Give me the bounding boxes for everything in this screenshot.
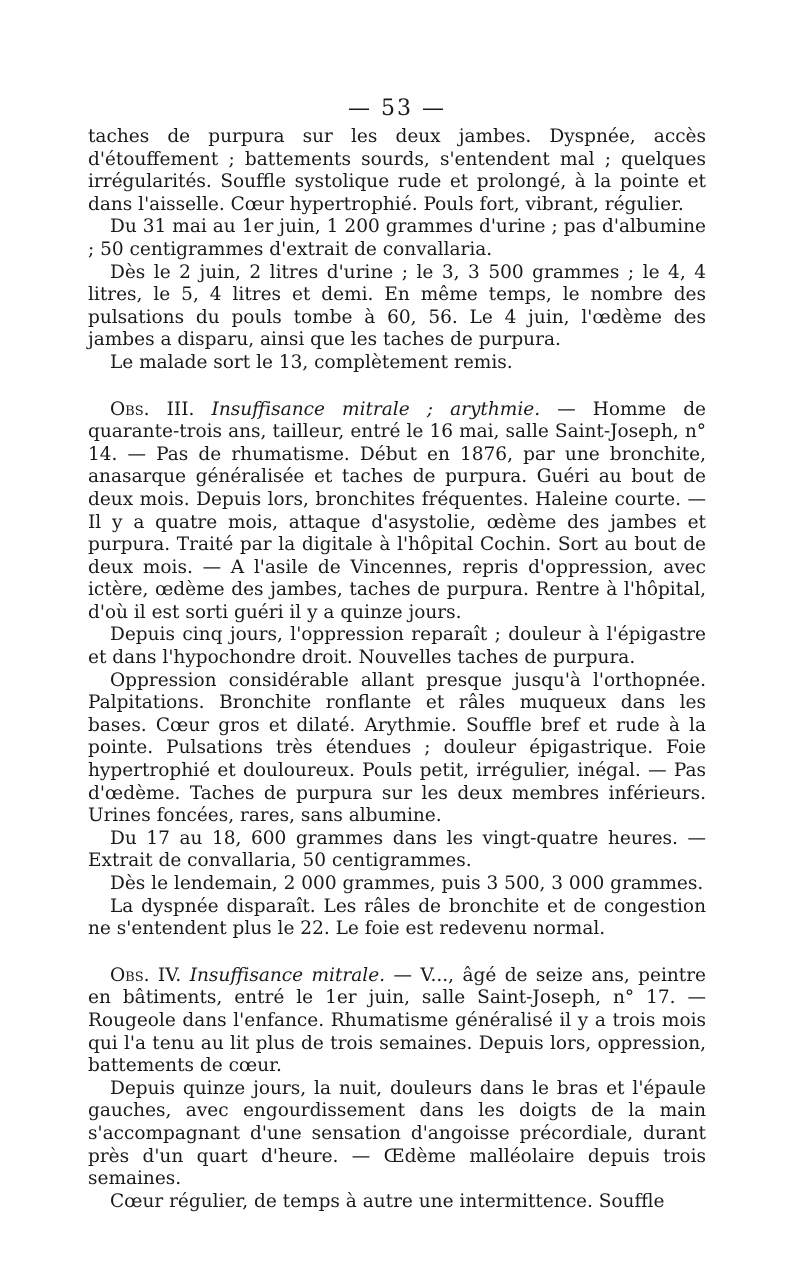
- observation-label: Obs. III.: [110, 398, 195, 420]
- paragraph: La dyspnée disparaît. Les râles de bronchite et de congestion ne s'entendent plus le 22. Le foie est redevenu normal.: [88, 895, 706, 940]
- paragraph: Du 17 au 18, 600 grammes dans les vingt-quatre heures. — Extrait de convallaria, 50 centigrammes.: [88, 827, 706, 872]
- observation-label: Obs. IV.: [110, 964, 182, 986]
- paragraph: Cœur régulier, de temps à autre une intermittence. Souffle: [110, 1190, 665, 1212]
- observation-4-intro: [88, 965, 706, 1078]
- paragraph: Dès le 2 juin, 2 litres d'urine ; le 3, 3 500 grammes ; le 4, 4 litres, le 5, 4 litres et demi. En même temps, le nombre des pulsations du pouls tombe à 60, 56. Le 4 juin, l'œdème des jambes a disparu, ainsi que les taches de purpura.: [88, 261, 706, 351]
- paragraph: Le malade sort le 13, complètement remis.: [110, 351, 513, 373]
- observation-title: Insuffisance mitrale.: [189, 964, 386, 986]
- paragraph: Dès le lendemain, 2 000 grammes, puis 3 500, 3 000 grammes.: [110, 873, 704, 894]
- body-text: [88, 126, 706, 1213]
- page-number: — 53 —: [348, 96, 446, 121]
- paragraph: Du 31 mai au 1er juin, 1 200 grammes d'urine ; pas d'albumine ; 50 centigrammes d'extrait de convallaria.: [88, 216, 706, 260]
- paragraph: Depuis cinq jours, l'oppression reparaît ; douleur à l'épigastre et dans l'hypochondre droit. Nouvelles taches de purpura.: [88, 624, 706, 669]
- observation-title: Insuffisance mitrale ; arythmie.: [211, 398, 541, 420]
- observation-3-intro: [88, 399, 706, 625]
- paragraph: Oppression considérable allant presque jusqu'à l'orthopnée. Palpitations. Bronchite ronflante et râles muqueux dans les bases. Cœur gros et dilaté. Arythmie. Souffle bref et rude à la pointe. Pulsations très étendues ; douleur épigastrique. Foie hypertrophié et douloureux. Pouls petit, irrégulier, inégal. — Pas d'œdème. Taches de purpura sur les deux membres inférieurs. Urines foncées, rares, sans albumine.: [88, 669, 706, 827]
- section-gap: [88, 375, 706, 399]
- paragraph: taches de purpura sur les deux jambes. Dyspnée, accès d'étouffement ; battements sourds, s'entendent mal ; quelques irrégularités. Souffle systolique rude et prolongé, à la pointe et dans l'aisselle. Cœur hypertrophié. Pouls fort, vibrant, régulier.: [88, 126, 706, 215]
- section-gap: [88, 941, 706, 965]
- paragraph: Depuis quinze jours, la nuit, douleurs dans le bras et l'épaule gauches, avec engourdissement dans les doigts de la main s'accompagnant d'une sensation d'angoisse précordiale, durant près d'un quart d'heure. — Œdème malléolaire depuis trois semaines.: [88, 1077, 706, 1190]
- paragraph-text: — Homme de quarante-trois ans, tailleur, entré le 16 mai, salle Saint-Joseph, n° 14. — Pas de rhumatisme. Début en 1876, par une bronchite, anasarque généralisée et taches de purpura. Guéri au bout de deux mois. Depuis lors, bronchites fréquentes. Haleine courte. — Il y a quatre mois, attaque d'asystolie, œdème des jambes et purpura. Traité par la digitale à l'hôpital Cochin. Sort au bout de deux mois. — A l'asile de Vincennes, repris d'oppression, avec ictère, œdème des jambes, taches de purpura. Rentre à l'hôpital, d'où il est sorti guéri il y a quinze jours.: [88, 398, 706, 623]
- paragraph-text: — V..., âgé de seize ans, peintre en bâtiments, entré le 1er juin, salle Saint-Joseph, n° 17. — Rougeole dans l'enfance. Rhumatisme généralisé il y a trois mois qui l'a tenu au lit plus de trois semaines. Depuis lors, oppression, battements de cœur.: [88, 964, 707, 1077]
- document-page: [88, 0, 706, 1262]
